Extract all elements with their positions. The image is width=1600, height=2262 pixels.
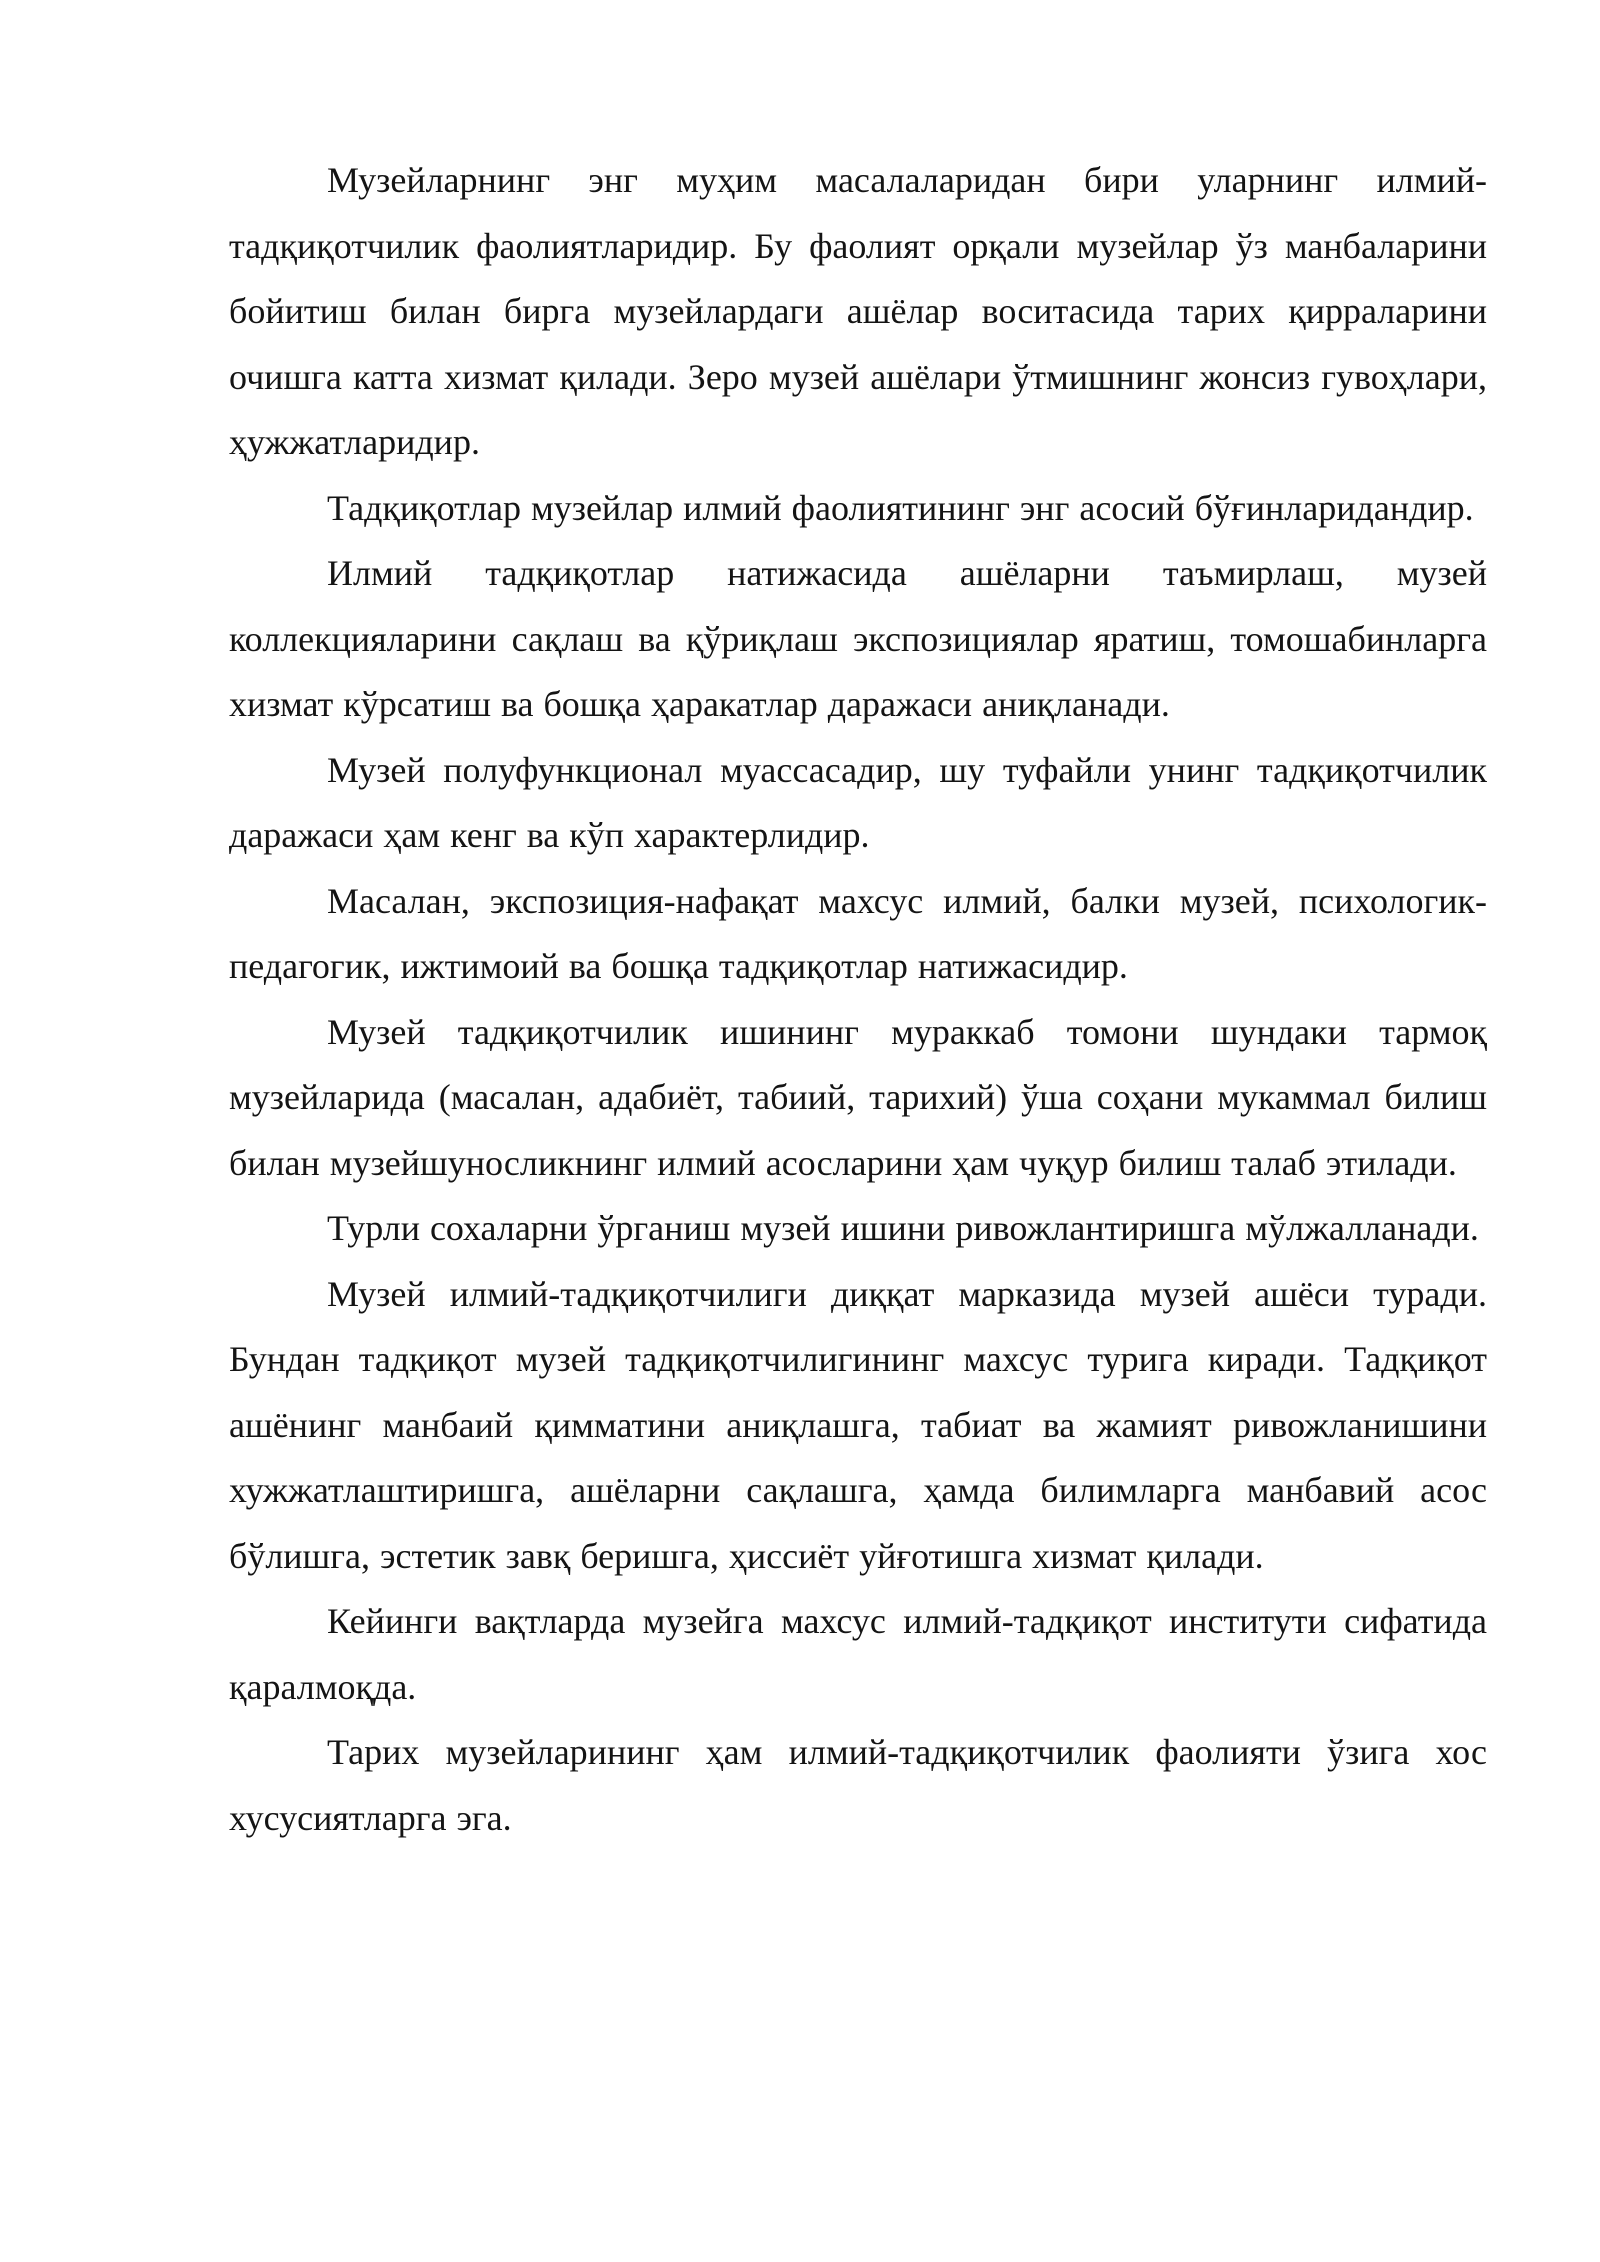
paragraph-5: Масалан, экспозиция-нафақат махсус илмий, балки музей, психологик-педагогик, ижтимоий ва бошқа тадқиқотлар натижасидир. bbox=[229, 880, 1487, 986]
paragraph-4: Музей полуфункционал муассасадир, шу туфайли унинг тадқиқотчилик даражаси ҳам кенг ва кўп характерлидир. bbox=[229, 749, 1487, 855]
paragraph-10: Тарих музейларининг ҳам илмий-тадқиқотчилик фаолияти ўзига хос хусусиятларга эга. bbox=[229, 1732, 1487, 1838]
paragraph-1: Музейларнинг энг муҳим масалаларидан бири уларнинг илмий-тадқиқотчилик фаолиятларидир. Бу фаолият орқали музейлар ўз манбаларини бойитиш билан бирга музейлардаги ашёлар воситасида тарих қирраларини очишга катта хизмат қилади. Зеро музей ашёлари ўтмишнинг жонсиз гувоҳлари, ҳужжатларидир. bbox=[229, 160, 1487, 462]
paragraph-7: Турли сохаларни ўрганиш музей ишини ривожлантиришга мўлжалланади. bbox=[327, 1208, 1479, 1248]
document-page bbox=[229, 148, 1487, 1851]
paragraph-9: Кейинги вақтларда музейга махсус илмий-тадқиқот институти сифатида қаралмоқда. bbox=[229, 1601, 1487, 1707]
paragraph-2: Тадқиқотлар музейлар илмий фаолиятининг энг асосий бўғинларидандир. bbox=[327, 487, 1474, 528]
paragraph-3: Илмий тадқиқотлар натижасида ашёларни таъмирлаш, музей коллекцияларини сақлаш ва қўриқлаш экспозициялар яратиш, томошабинларга хизмат кўрсатиш ва бошқа ҳаракатлар даражаси аниқланади. bbox=[229, 553, 1487, 724]
paragraph-6: Музей тадқиқотчилик ишининг мураккаб томони шундаки тармоқ музейларида (масалан, адабиёт, табиий, тарихий) ўша соҳани мукаммал билиш билан музейшуносликнинг илмий асосларини ҳам чуқур билиш талаб этилади. bbox=[229, 1011, 1487, 1183]
paragraph-8: Музей илмий-тадқиқотчилиги диққат марказида музей ашёси туради. Бундан тадқиқот музей тадқиқотчилигининг махсус турига киради. Тадқиқот ашёнинг манбаий қимматини аниқлашга, табиат ва жамият ривожланишини хужжатлаштиришга, ашёларни сақлашга, ҳамда билимларга манбавий асос бўлишга, эстетик завқ беришга, ҳиссиёт уйғотишга хизмат қилади. bbox=[229, 1273, 1487, 1576]
